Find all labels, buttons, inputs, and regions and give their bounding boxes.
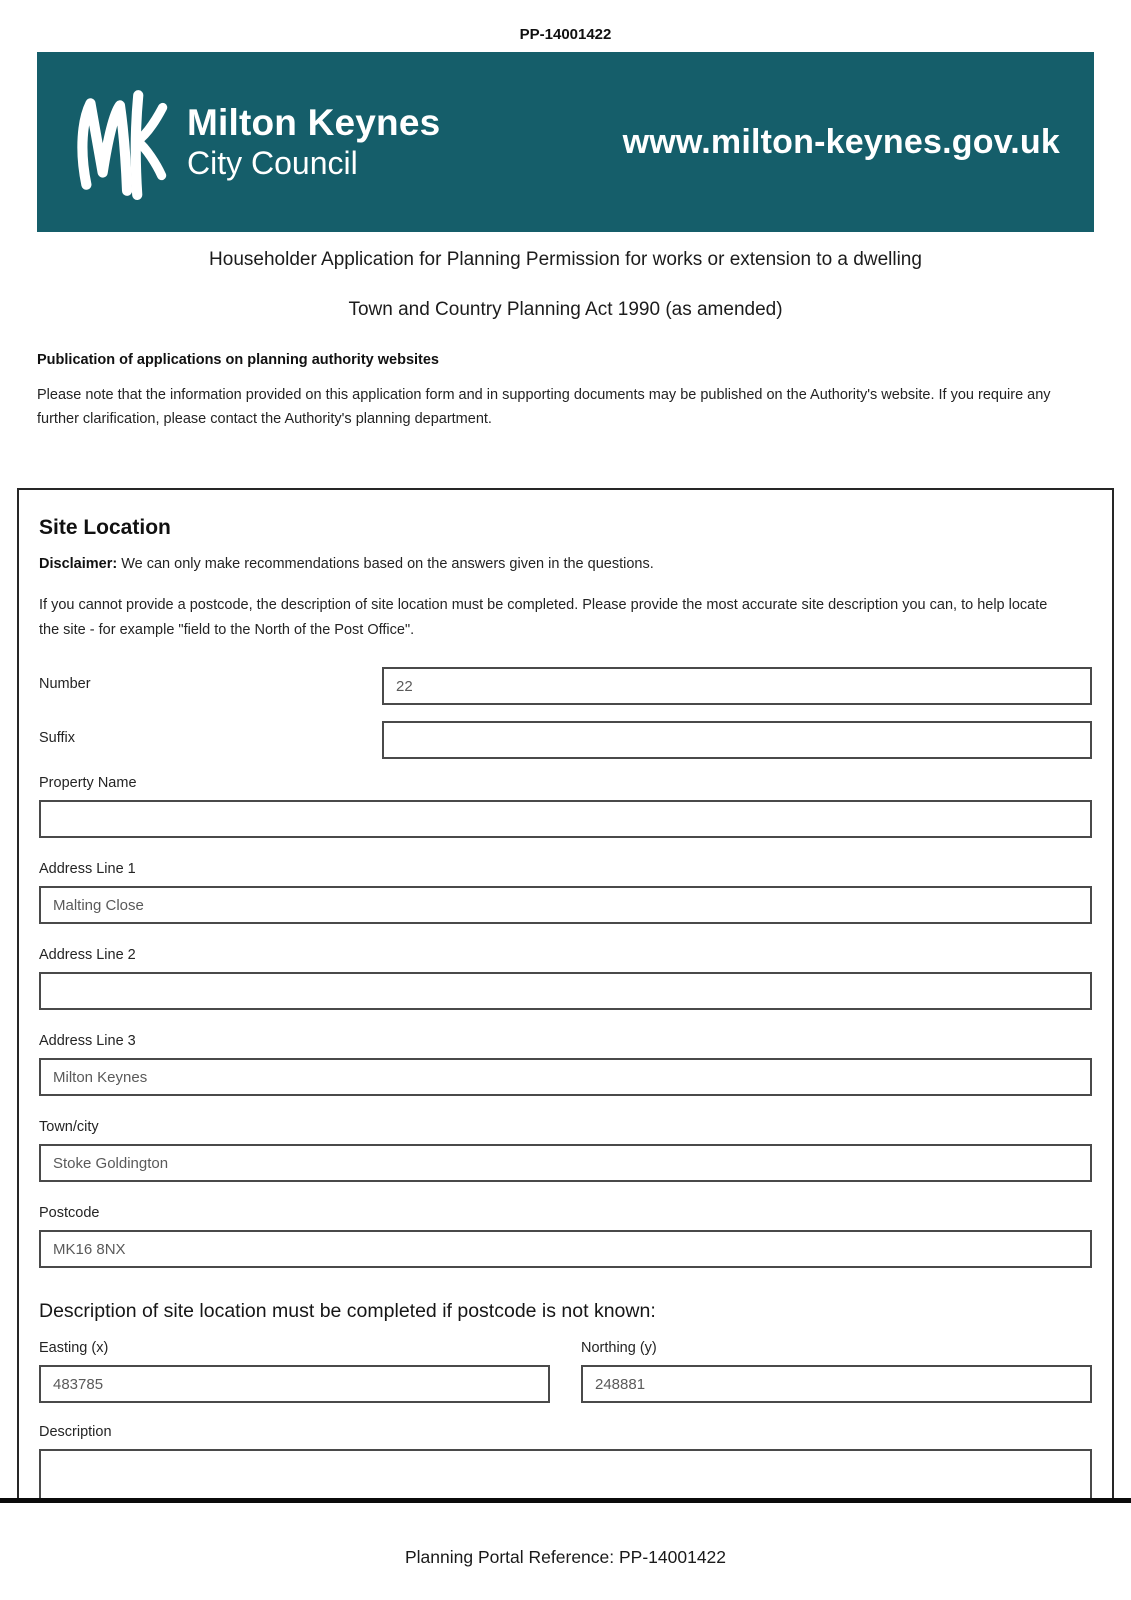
field-description [39,1424,1092,1498]
page-reference: PP-14001422 [519,26,612,43]
address-line-3-label: Address Line 3 [39,1033,136,1049]
field-address-line-1 [39,861,1092,924]
page-break-divider [0,1498,1131,1503]
description-label: Description [39,1424,112,1440]
description-requirement-heading: Description of site location must be completed if postcode is not known: [39,1300,656,1322]
field-row-number [39,667,1092,705]
field-address-line-3 [39,1033,1092,1096]
suffix-input[interactable] [382,721,1092,759]
property-name-input[interactable] [39,800,1092,838]
easting-label: Easting (x) [39,1340,109,1356]
town-city-input[interactable] [39,1144,1092,1182]
publication-heading: Publication of applications on planning authority websites [37,352,439,368]
northing-label: Northing (y) [581,1340,657,1356]
number-input[interactable] [382,667,1092,705]
northing-input[interactable] [581,1365,1092,1403]
easting-input[interactable] [39,1365,550,1403]
address-line-1-label: Address Line 1 [39,861,136,877]
council-logo [75,81,440,203]
address-line-1-input[interactable] [39,886,1092,924]
town-city-label: Town/city [39,1119,99,1135]
field-address-line-2 [39,947,1092,1010]
disclaimer-label: Disclaimer: [39,556,118,572]
logo-subtitle: City Council [187,145,358,182]
address-line-3-input[interactable] [39,1058,1092,1096]
field-row-suffix [39,721,1092,759]
field-easting [39,1340,550,1403]
address-line-2-label: Address Line 2 [39,947,136,963]
coordinates-row [39,1340,1092,1403]
suffix-label: Suffix [39,730,76,746]
address-line-2-input[interactable] [39,972,1092,1010]
field-town-city [39,1119,1092,1182]
description-textarea[interactable] [39,1449,1092,1498]
number-label: Number [39,676,91,692]
publication-note: Please note that the information provided on this application form and in supporting documents may be published on the Authority's website. If you require any further clarification, please contact the Authority's planning department. [37,387,1051,427]
field-northing [581,1340,1092,1403]
mk-logo-icon [75,81,171,203]
postcode-input[interactable] [39,1230,1092,1268]
form-subtitle-act: Town and Country Planning Act 1990 (as amended) [348,299,783,320]
field-property-name [39,775,1092,838]
disclaimer-body: We can only make recommendations based on the answers given in the questions. [117,556,654,572]
disclaimer-text [39,556,1092,572]
site-location-heading: Site Location [39,516,171,539]
site-location-section [17,488,1114,1498]
postcode-intro-text: If you cannot provide a postcode, the description of site location must be completed. Please provide the most accurate site description you can, to help locate the site - for example "field to the North of the Post Office". [39,597,1048,638]
postcode-label: Postcode [39,1205,100,1221]
planning-portal-reference-footer: Planning Portal Reference: PP-14001422 [404,1547,727,1567]
property-name-label: Property Name [39,775,137,791]
header-banner [37,52,1094,232]
form-title: Householder Application for Planning Permission for works or extension to a dwelling [209,249,922,270]
council-website-text: www.milton-keynes.gov.uk [622,122,1060,161]
field-postcode [39,1205,1092,1268]
logo-title: Milton Keynes [187,102,441,144]
